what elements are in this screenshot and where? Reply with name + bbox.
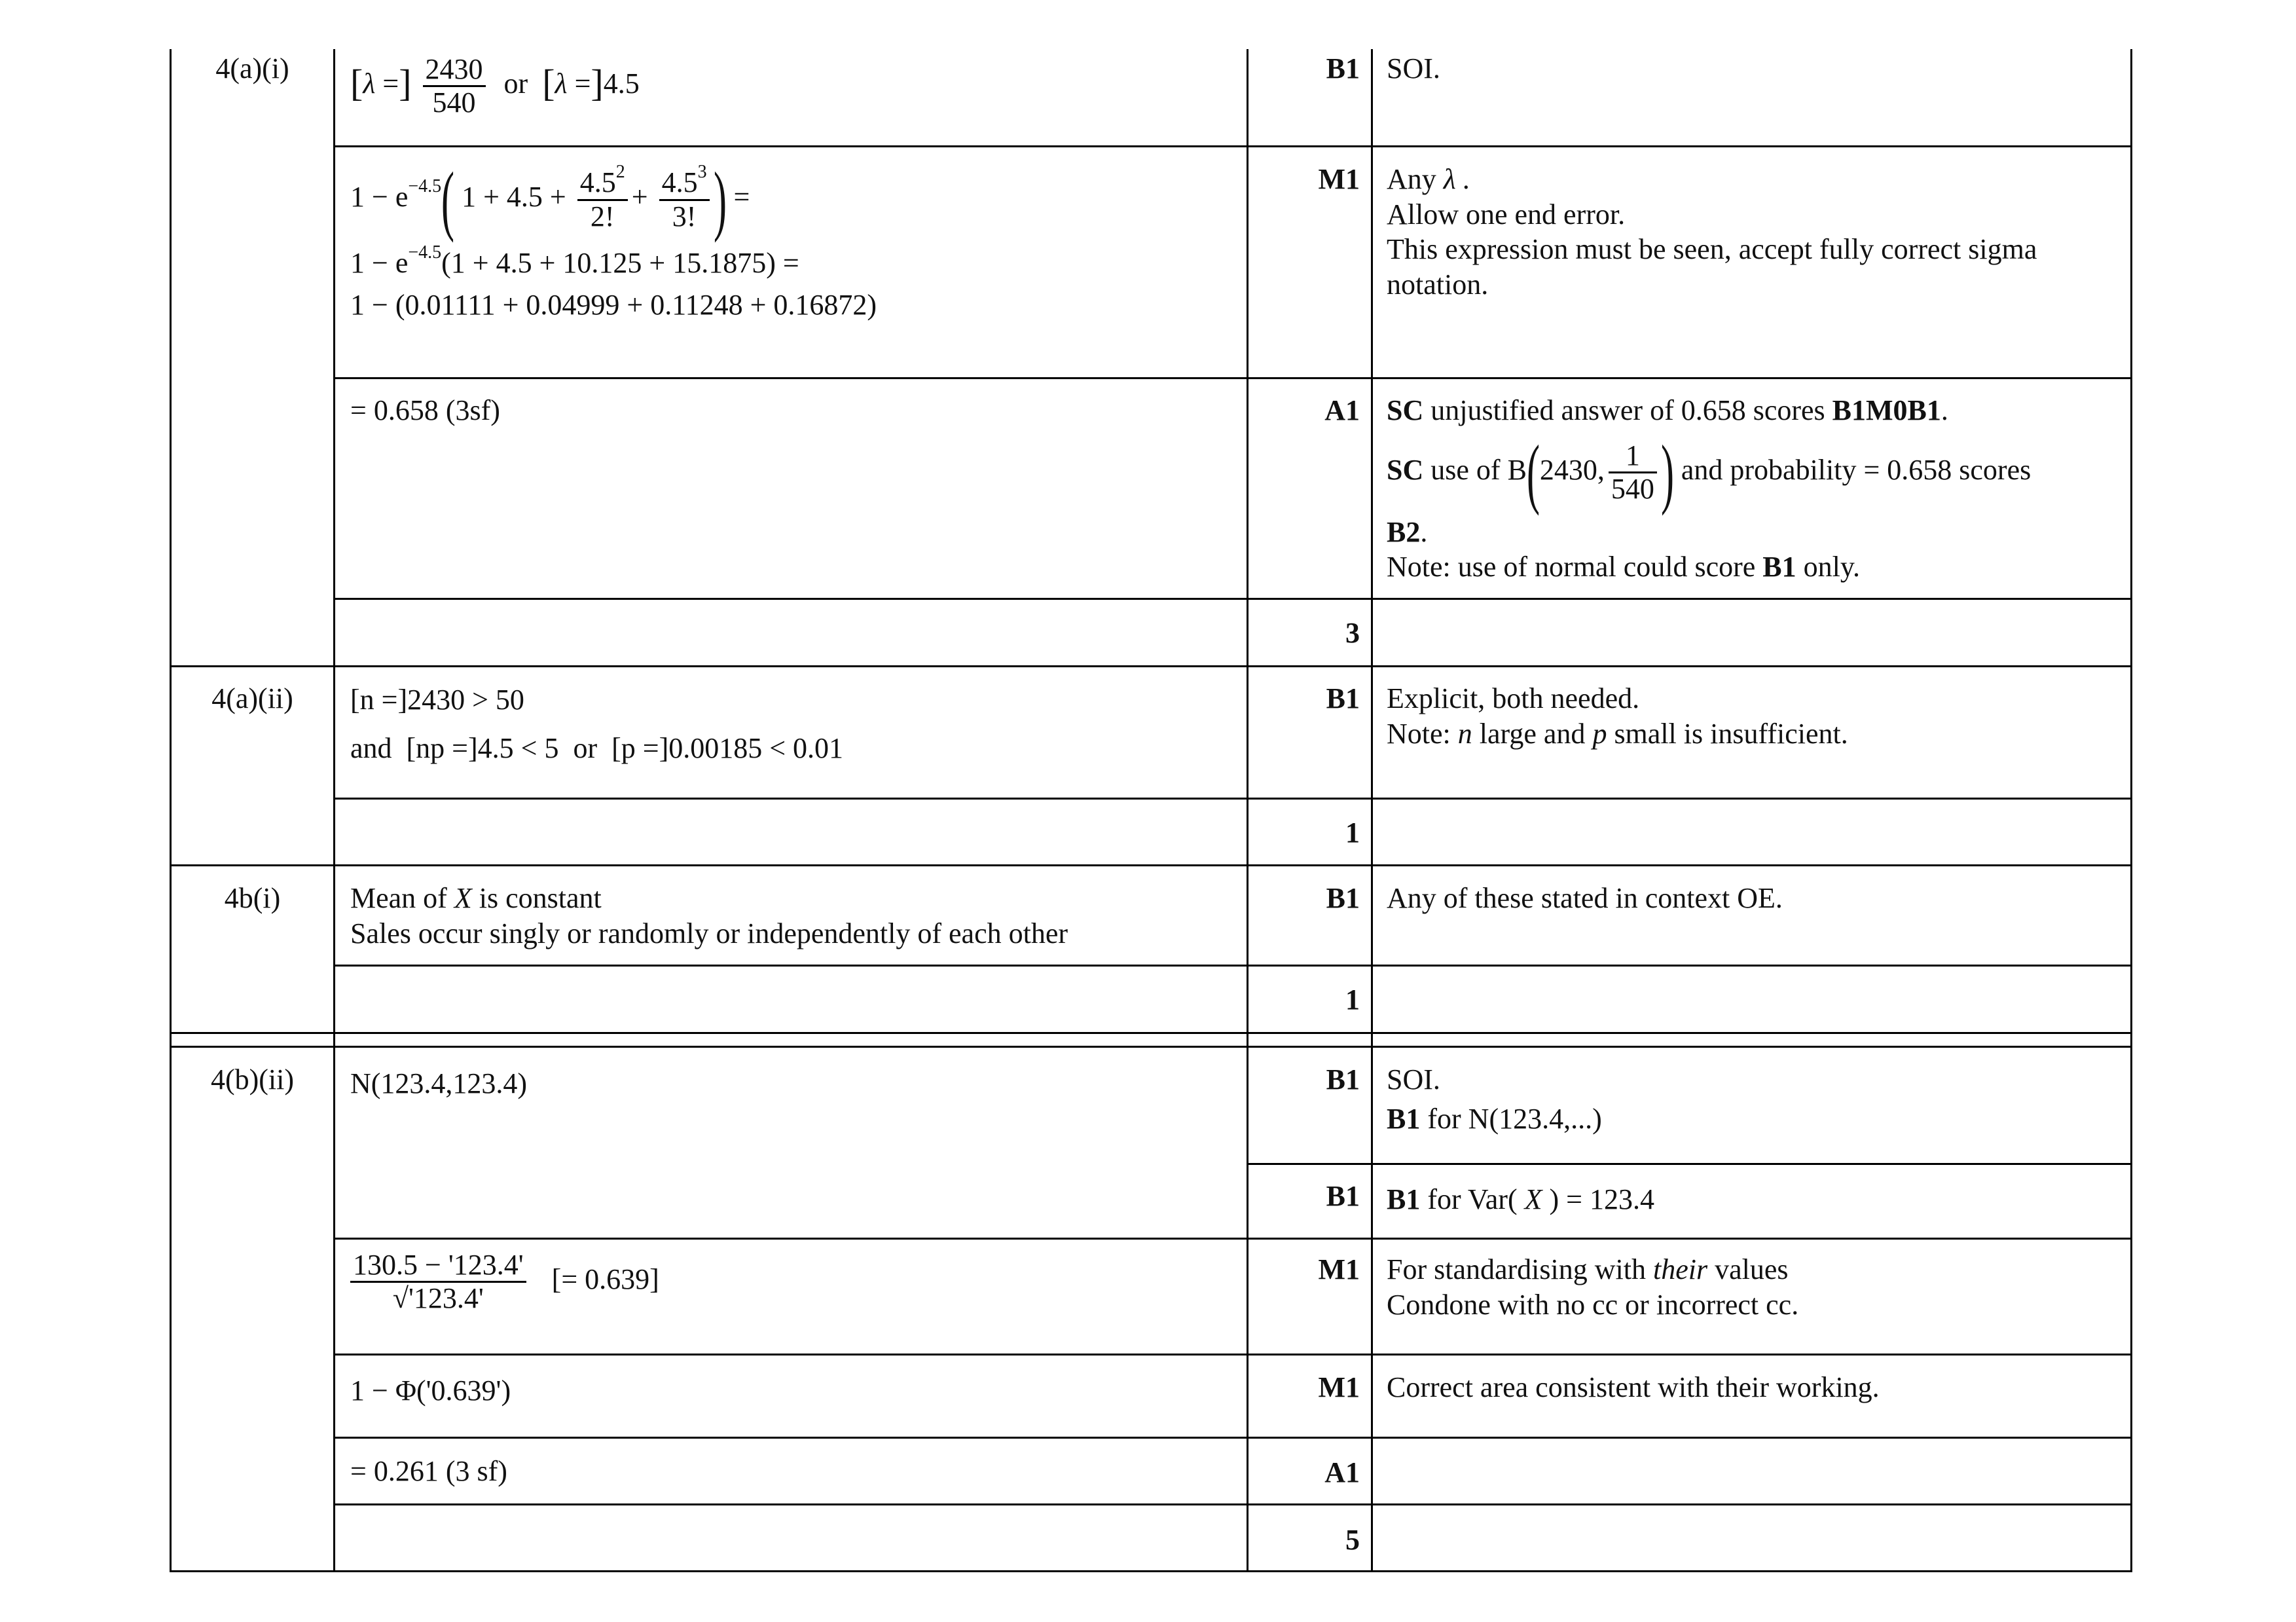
fraction: $\frac{4.5^2}{2!}$ [577,167,628,232]
mark-cell: A1 [1324,394,1360,426]
mark-cell: M1 [1318,1253,1360,1285]
grid-line [333,1238,2132,1240]
grid-line [170,49,172,1572]
guidance-cell: B1 for Var( X ) = 123.4 [1387,1183,1654,1215]
question-number: 4(a)(ii) [211,682,293,714]
mark-cell: A1 [1324,1456,1360,1488]
answer-cell: = 0.658 (3sf) [350,394,500,426]
grid-line [170,864,2132,866]
total-mark: 1 [1345,817,1360,849]
guidance-cell: Explicit, both needed. Note: n large and p small is insufficient. [1387,682,1848,750]
grid-line [1371,49,1373,1572]
fraction: $\frac{2430}{540}$ [423,54,486,119]
grid-line [1247,1163,2132,1165]
grid-line [333,1354,2132,1355]
grid-line [333,377,2132,379]
question-number: 4(a)(i) [215,52,289,84]
grid-line [333,1503,2132,1505]
answer-cell: 1 − Φ('0.639') [350,1374,511,1407]
expression-line: $1 - e^{-4.5}$( 1 + 4.5 + $\frac{4.5^2}{2!}$ + $\frac{4.5^3}{3!}$ ) = [350,156,750,243]
guidance-cell: SOI. B1 for N(123.4,...) [1387,1063,1602,1135]
guidance-cell: Any of these stated in context OE. [1387,882,1783,914]
fraction: $\frac{4.5^3}{3!}$ [659,167,710,232]
grid-line [333,49,335,1572]
total-mark: 3 [1345,617,1360,649]
grid-line [2130,49,2132,1572]
grid-line [170,1032,2132,1034]
guidance-cell: SOI. [1387,52,1440,84]
answer-cell: N(123.4,123.4) [350,1067,528,1099]
expression-line: 1 − (0.01111 + 0.04999 + 0.11248 + 0.16872) [350,288,877,321]
expression-line: $1 - e^{-4.5}(1 + 4.5 + 10.125 + 15.1875)$ = [350,242,799,279]
answer-cell: [λ =] $\frac{2430}{540}$ or [λ =]4.5 [350,53,640,119]
mark-cell: B1 [1326,682,1360,714]
grid-line [333,598,2132,600]
mark-cell: M1 [1318,163,1360,195]
grid-line [170,1046,2132,1048]
question-number: 4b(i) [224,882,281,914]
answer-cell [350,156,877,322]
grid-line [333,798,2132,800]
answer-cell: Mean of X is constant Sales occur singly or randomly or independently of each other [350,882,1068,949]
total-mark: 5 [1345,1524,1360,1556]
total-mark: 1 [1345,984,1360,1016]
grid-line [333,1437,2132,1439]
mark-cell: B1 [1326,1063,1360,1096]
guidance-cell: Any λ . Allow one end error. This expression must be seen, accept fully correct sigma notation. [1387,163,2037,301]
fraction: $\frac{130.5 - '123.4'}{√'123.4'}$ [350,1249,526,1315]
guidance-cell: Correct area consistent with their working. [1387,1371,1880,1403]
grid-line [170,665,2132,667]
fraction: $\frac{1}{540}$ [1609,440,1657,506]
grid-line [333,965,2132,967]
mark-cell: B1 [1326,882,1360,914]
guidance-cell: For standardising with their values Condone with no cc or incorrect cc. [1387,1253,1799,1321]
answer-cell: $\frac{130.5 - '123.4'}{√'123.4'}$ [= 0.639] [350,1249,659,1315]
answer-cell: [n =]2430 > 50 and [np =]4.5 < 5 or [p =]0.00185 < 0.01 [350,684,844,764]
grid-line [170,1570,2132,1572]
answer-cell: = 0.261 (3 sf) [350,1455,507,1487]
mark-cell: B1 [1326,1180,1360,1212]
mark-cell: M1 [1318,1371,1360,1403]
grid-line [333,145,2132,147]
mark-cell: B1 [1326,52,1360,84]
grid-line [1247,49,1248,1572]
guidance-cell: SC unjustified answer of 0.658 scores B1M0B1. SC use of B(2430, $\frac{1}{540}$ ) and probability = 0.658 scores B2. Note: use of normal could score B1 only. [1387,394,2032,583]
question-number: 4(b)(ii) [210,1063,295,1096]
